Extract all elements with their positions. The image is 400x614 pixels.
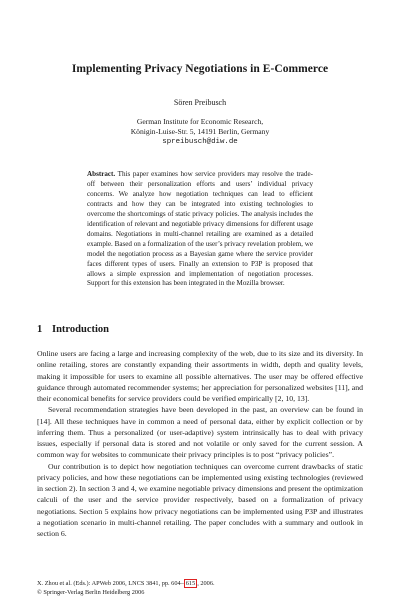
paragraph: Our contribution is to depict how negotiation techniques can overcome current drawbacks of static privacy policies, and how these negotiations can be implemented using existing technologies (reviewed in section 2). In section 3 and 4, we examine negotiable privacy dimensions and present the optimization calculi of the user and the service provider respectively, based on a formalization of privacy negotiations. Section 5 explains how privacy negotiations can be implemented using P3P and illustrates a negotiation scenario in multi-channel retailing. The paper concludes with a summary and outlook in section 6. (37, 461, 363, 538)
citation-footer (37, 579, 215, 597)
section-title: Introduction (52, 324, 109, 335)
footer-citation-prefix: X. Zhou et al. (Eds.): APWeb 2006, LNCS 3841, pp. 604– (37, 580, 184, 587)
footer-citation-line (37, 579, 215, 588)
abstract (87, 170, 313, 289)
paper-title: Implementing Privacy Negotiations in E-Commerce (71, 63, 329, 75)
abstract-text: This paper examines how service providers may resolve the trade-off between their personalization efforts and users’ individual privacy concerns. We analyze how negotiation techniques can lead to efficient contracts and how they can be integrated into existing technologies to overcome the shortcomings of static privacy policies. The analysis includes the identification of relevant and negotiable privacy dimensions for different usage domains. Negotiations in multi-channel retailing are examined as a detailed example. Based on a formalization of the user’s privacy revelation problem, we model the negotiation process as a Bayesian game where the service provider faces different types of users. Finally an extension to P3P is proposed that allows a simple expression and implementation of negotiation processes. Support for this extension has been integrated in the Mozilla browser. (87, 170, 313, 288)
paragraph: Online users are facing a large and increasing complexity of the web, due to its size and its diversity. In online retailing, stores are constantly expanding their assortments in width, depth and quality levels, making it impossible for users to examine all possible alternatives. The user may be offered effective guidance through automated recommender systems; her appreciation for personalized websites [11], and their economical benefits for service providers could be verified empirically [2, 10, 13]. (37, 349, 363, 403)
footer-copyright: © Springer-Verlag Berlin Heidelberg 2006 (37, 589, 145, 596)
section-number: 1 (37, 324, 43, 335)
author-affiliation (0, 117, 400, 147)
page-range-end-link[interactable]: 615 (185, 580, 196, 587)
introduction-body (37, 348, 363, 539)
paragraph: Several recommendation strategies have been developed in the past, an overview can be found in [14]. All these techniques have in common a need of personal data, either by explicit collection or by inferring them. Thus a personalized (or user-adaptive) system intrinsically has to deal with privacy issues, especially if personal data is stored and not volatile or only saved for the current session. A common way for websites to communicate their privacy principles is to post “privacy policies”. (37, 405, 363, 460)
abstract-label: Abstract. (87, 170, 116, 178)
author-name: Sören Preibusch (173, 98, 227, 107)
section-heading (37, 324, 109, 335)
affiliation-line-2: Königin-Luise-Str. 5, 14191 Berlin, Germany (130, 127, 270, 136)
footer-citation-suffix: , 2006. (197, 580, 215, 587)
affiliation-line-1: German Institute for Economic Research, (136, 117, 264, 126)
author-email: spreibusch@diw.de (162, 138, 238, 146)
